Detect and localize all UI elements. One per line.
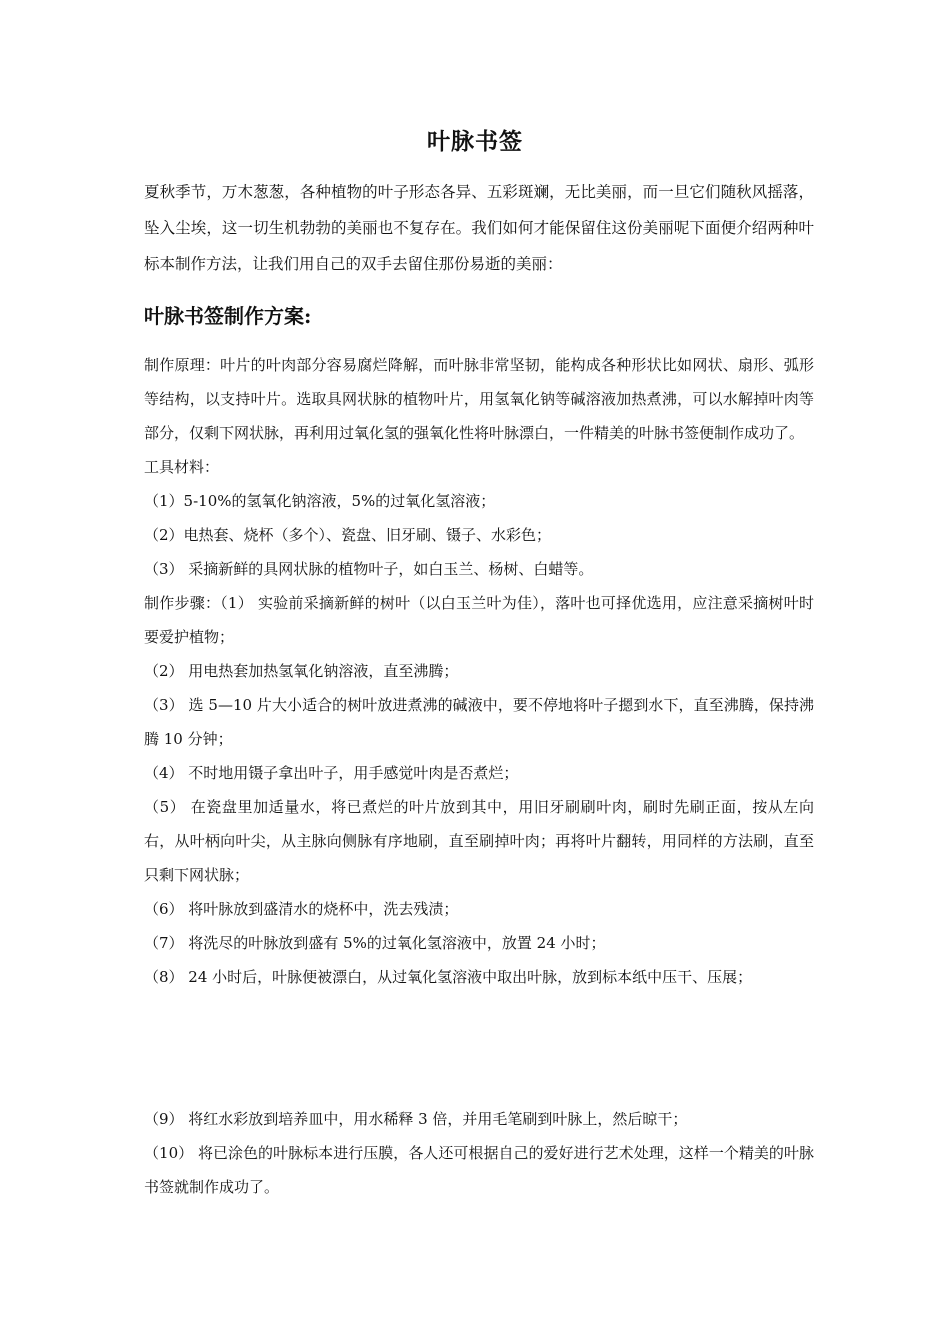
steps-continued-block: [144, 1102, 814, 1204]
step-item: （5） 在瓷盘里加适量水，将已煮烂的叶片放到其中，用旧牙刷刷叶肉，刷时先刷正面，按从左向右，从叶柄向叶尖，从主脉向侧脉有序地刷，直至刷掉叶肉；再将叶片翻转，用同样的方法刷，直至只剩下网状脉；: [144, 798, 814, 884]
material-item: （3） 采摘新鲜的具网状脉的植物叶子，如白玉兰、杨树、白蜡等。: [144, 560, 594, 578]
document-title: 叶脉书签: [427, 128, 523, 155]
material-item: （2）电热套、烧杯（多个）、瓷盘、旧牙刷、镊子、水彩色；: [144, 526, 552, 544]
step-item: （6） 将叶脉放到盛清水的烧杯中，洗去残渍；: [144, 900, 459, 918]
principle-paragraph: 制作原理：叶片的叶肉部分容易腐烂降解，而叶脉非常坚韧，能构成各种形状比如网状、扇形、弧形等结构，以支持叶片。选取具网状脉的植物叶片，用氢氧化钠等碱溶液加热煮沸，可以水解掉叶肉等部分，仅剩下网状脉，再利用过氧化氢的强氧化性将叶脉漂白，一件精美的叶脉书签便制作成功了。: [144, 356, 814, 442]
step-item: （2） 用电热套加热氢氧化钠溶液，直至沸腾；: [144, 662, 459, 680]
section-heading: 叶脉书签制作方案:: [144, 304, 312, 328]
materials-label: 工具材料：: [144, 458, 220, 476]
steps-intro: 制作步骤：（1） 实验前采摘新鲜的树叶（以白玉兰叶为佳），落叶也可择优选用，应注意采摘树叶时要爱护植物；: [144, 594, 814, 646]
principle-block: [144, 348, 814, 994]
step-item: （8） 24 小时后，叶脉便被漂白，从过氧化氢溶液中取出叶脉，放到标本纸中压干、压展；: [144, 968, 753, 986]
step-item: （7） 将洗尽的叶脉放到盛有 5%的过氧化氢溶液中，放置 24 小时；: [144, 934, 606, 952]
step-item: （9） 将红水彩放到培养皿中，用水稀释 3 倍，并用毛笔刷到叶脉上，然后晾干；: [144, 1110, 688, 1128]
step-item: （4） 不时地用镊子拿出叶子，用手感觉叶肉是否煮烂；: [144, 764, 519, 782]
intro-paragraph: 夏秋季节，万木葱葱，各种植物的叶子形态各异、五彩斑斓，无比美丽，而一旦它们随秋风摇落，坠入尘埃，这一切生机勃勃的美丽也不复存在。我们如何才能保留住这份美丽呢下面便介绍两种叶标本制作方法，让我们用自己的双手去留住那份易逝的美丽：: [144, 183, 814, 273]
material-item: （1）5-10%的氢氧化钠溶液，5%的过氧化氢溶液；: [144, 492, 496, 510]
step-item: （10） 将已涂色的叶脉标本进行压膜，各人还可根据自己的爱好进行艺术处理，这样一个精美的叶脉书签就制作成功了。: [144, 1144, 814, 1196]
step-item: （3） 选 5—10 片大小适合的树叶放进煮沸的碱液中，要不停地将叶子摁到水下，直至沸腾，保持沸腾 10 分钟；: [144, 696, 814, 748]
